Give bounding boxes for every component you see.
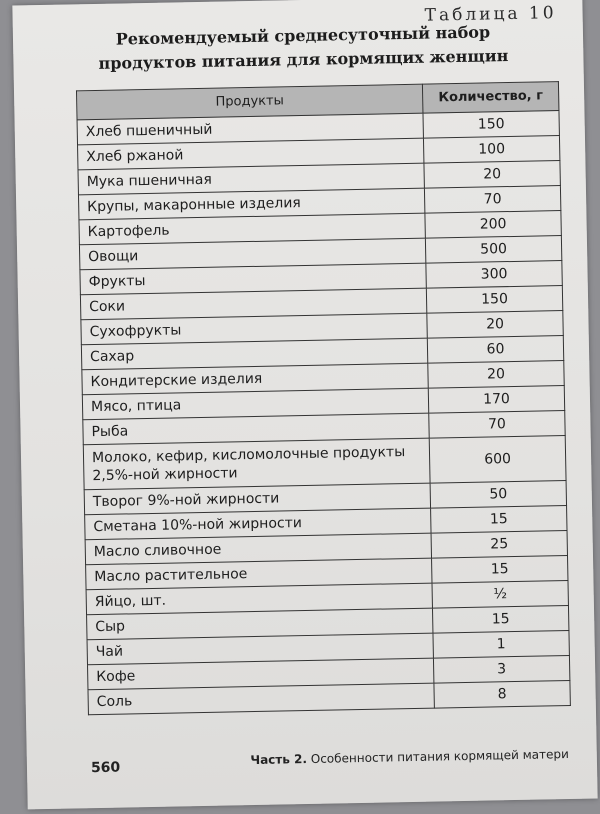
quantity-cell: 15 — [431, 505, 567, 533]
product-cell: Картофель — [79, 213, 425, 245]
product-cell: Сахар — [81, 338, 427, 370]
product-cell: Сыр — [87, 608, 433, 640]
quantity-cell: 200 — [425, 211, 561, 239]
quantity-cell: 20 — [427, 311, 563, 339]
product-cell: Мясо, птица — [82, 388, 428, 420]
book-page — [12, 0, 597, 809]
running-footer — [250, 747, 569, 767]
quantity-cell: 25 — [431, 530, 567, 558]
product-cell: Мука пшеничная — [78, 163, 424, 195]
quantity-cell: 170 — [428, 386, 564, 414]
table-label: Таблица 10 — [424, 3, 557, 26]
product-cell: Хлеб пшеничный — [77, 113, 423, 145]
product-cell: Яйцо, шт. — [86, 583, 432, 615]
product-cell: Масло растительное — [86, 558, 432, 590]
column-header-quantity: Количество, г — [422, 82, 559, 114]
column-header-product: Продукты — [76, 84, 422, 120]
quantity-cell: 50 — [430, 481, 566, 509]
quantity-cell: 15 — [432, 555, 568, 583]
quantity-cell: 150 — [426, 286, 562, 314]
quantity-cell: 3 — [433, 655, 569, 683]
quantity-cell: 1 — [433, 630, 569, 658]
product-cell: Молоко, кефир, кисломолочные продукты 2,5%-ной жирности — [83, 438, 430, 490]
section-title: Особенности питания кормящей матери — [310, 747, 569, 766]
product-cell: Соль — [88, 683, 434, 715]
page-number: 560 — [90, 759, 121, 777]
table-title: Рекомендуемый среднесуточный набор продуктов питания для кормящих женщин — [98, 22, 509, 73]
product-cell: Сметана 10%-ной жирности — [85, 508, 431, 540]
quantity-cell: ½ — [432, 580, 568, 608]
product-cell: Крупы, макаронные изделия — [78, 188, 424, 220]
product-cell: Овощи — [79, 238, 425, 270]
product-cell: Хлеб ржаной — [78, 138, 424, 170]
quantity-cell: 70 — [424, 186, 560, 214]
product-cell: Чай — [87, 633, 433, 665]
product-cell: Рыба — [83, 413, 429, 445]
quantity-cell: 8 — [434, 680, 570, 708]
part-label: Часть 2. — [250, 752, 308, 768]
quantity-cell: 70 — [429, 411, 565, 439]
quantity-cell: 150 — [423, 111, 559, 139]
quantity-cell: 20 — [428, 361, 564, 389]
product-cell: Фрукты — [80, 263, 426, 295]
product-cell: Сухофрукты — [81, 313, 427, 345]
quantity-cell: 300 — [426, 261, 562, 289]
quantity-cell: 600 — [429, 436, 566, 484]
product-cell: Творог 9%-ной жирности — [84, 483, 430, 515]
quantity-cell: 60 — [427, 336, 563, 364]
quantity-cell: 500 — [425, 236, 561, 264]
table-body — [77, 111, 570, 715]
quantity-cell: 15 — [432, 605, 568, 633]
product-cell: Соки — [80, 288, 426, 320]
food-table — [76, 81, 571, 715]
product-cell: Кондитерские изделия — [82, 363, 428, 395]
quantity-cell: 100 — [423, 136, 559, 164]
product-cell: Масло сливочное — [85, 533, 431, 565]
quantity-cell: 20 — [424, 161, 560, 189]
product-cell: Кофе — [88, 658, 434, 690]
